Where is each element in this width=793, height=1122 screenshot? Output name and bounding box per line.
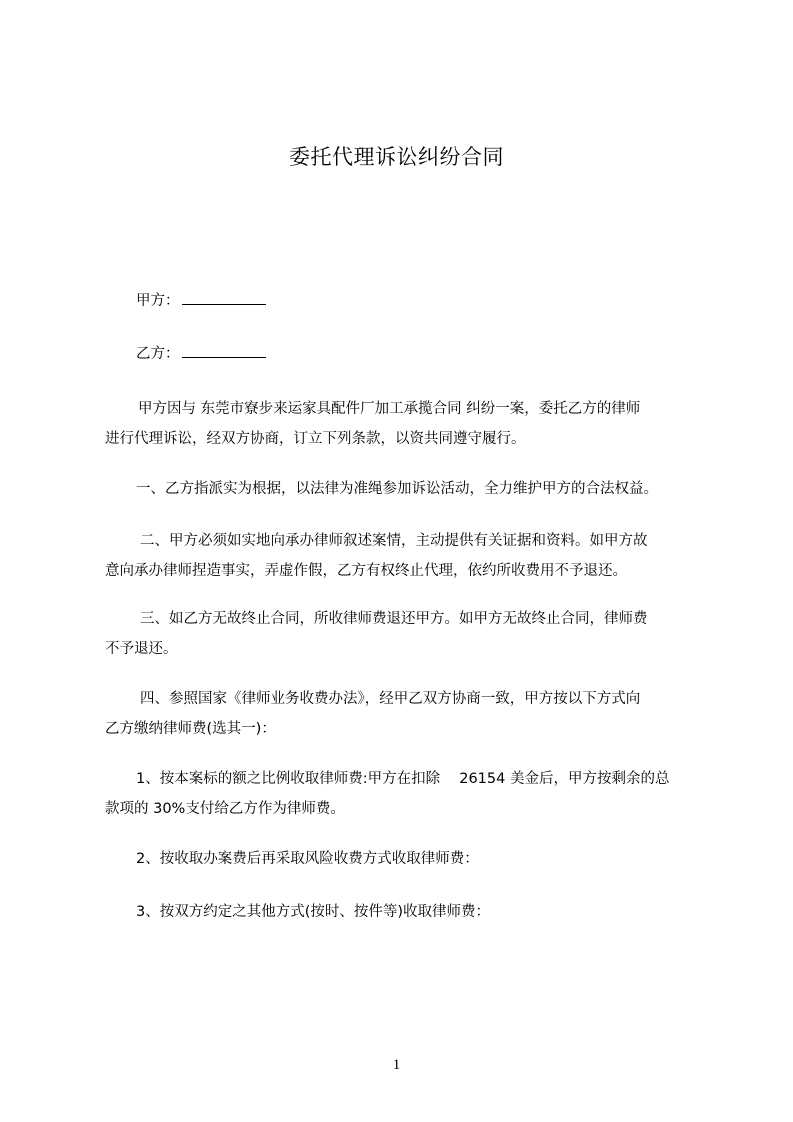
party-a-blank [182, 288, 266, 305]
clause-3-line-2: 不予退还。 [105, 641, 178, 657]
clause-2-line-1: 二、甲方必须如实地向承办律师叙述案情，主动提供有关证据和资料。如甲方故 [140, 533, 648, 549]
fee-option-3-line-1: 3、按双方约定之其他方式(按时、按件等)收取律师费： [136, 904, 491, 920]
clause-4 [105, 684, 710, 744]
fee-option-1 [105, 764, 710, 824]
page-title: 委托代理诉讼纠纷合同 [289, 145, 504, 169]
clause-3 [105, 604, 710, 664]
party-b-line [136, 339, 741, 369]
clause-4-line-1: 四、参照国家《律师业务收费办法》，经甲乙双方协商一致，甲方按以下方式向 [140, 691, 641, 707]
fee-option-3 [105, 897, 710, 927]
clause-3-line-1: 三、如乙方无故终止合同，所收律师费退还甲方。如甲方无故终止合同，律师费 [140, 611, 648, 627]
clause-2-line-2: 意向承办律师捏造事实，弄虚作假，乙方有权终止代理，依约所收费用不予退还。 [105, 563, 627, 579]
clause-4-line-2: 乙方缴纳律师费(选其一)： [105, 721, 276, 737]
clause-1 [105, 474, 710, 504]
party-a-line [136, 286, 741, 316]
party-b-label: 乙方： [136, 346, 180, 362]
intro-paragraph [105, 394, 710, 454]
page-number: 1 [392, 1057, 401, 1073]
fee-option-2 [105, 844, 710, 874]
clause-2 [105, 526, 710, 586]
fee-option-1-line-2: 款项的 30%支付给乙方作为律师费。 [105, 801, 345, 817]
clause-1-line-1: 一、乙方指派实为根据，以法律为准绳参加诉讼活动，全力维护甲方的合法权益。 [136, 481, 658, 497]
party-b-blank [182, 341, 266, 358]
party-a-label: 甲方： [136, 293, 180, 309]
intro-line-1: 甲方因与 东莞市寮步来运家具配件厂加工承揽合同 纠纷一案，委托乙方的律师 [138, 401, 641, 417]
fee-option-2-line-1: 2、按收取办案费后再采取风险收费方式收取律师费： [136, 851, 479, 867]
fee-option-1-line-1: 1、按本案标的额之比例收取律师费:甲方在扣除 26154 美金后，甲方按剩余的总 [136, 771, 670, 787]
intro-line-2: 进行代理诉讼，经双方协商，订立下列条款，以资共同遵守履行。 [105, 431, 526, 447]
